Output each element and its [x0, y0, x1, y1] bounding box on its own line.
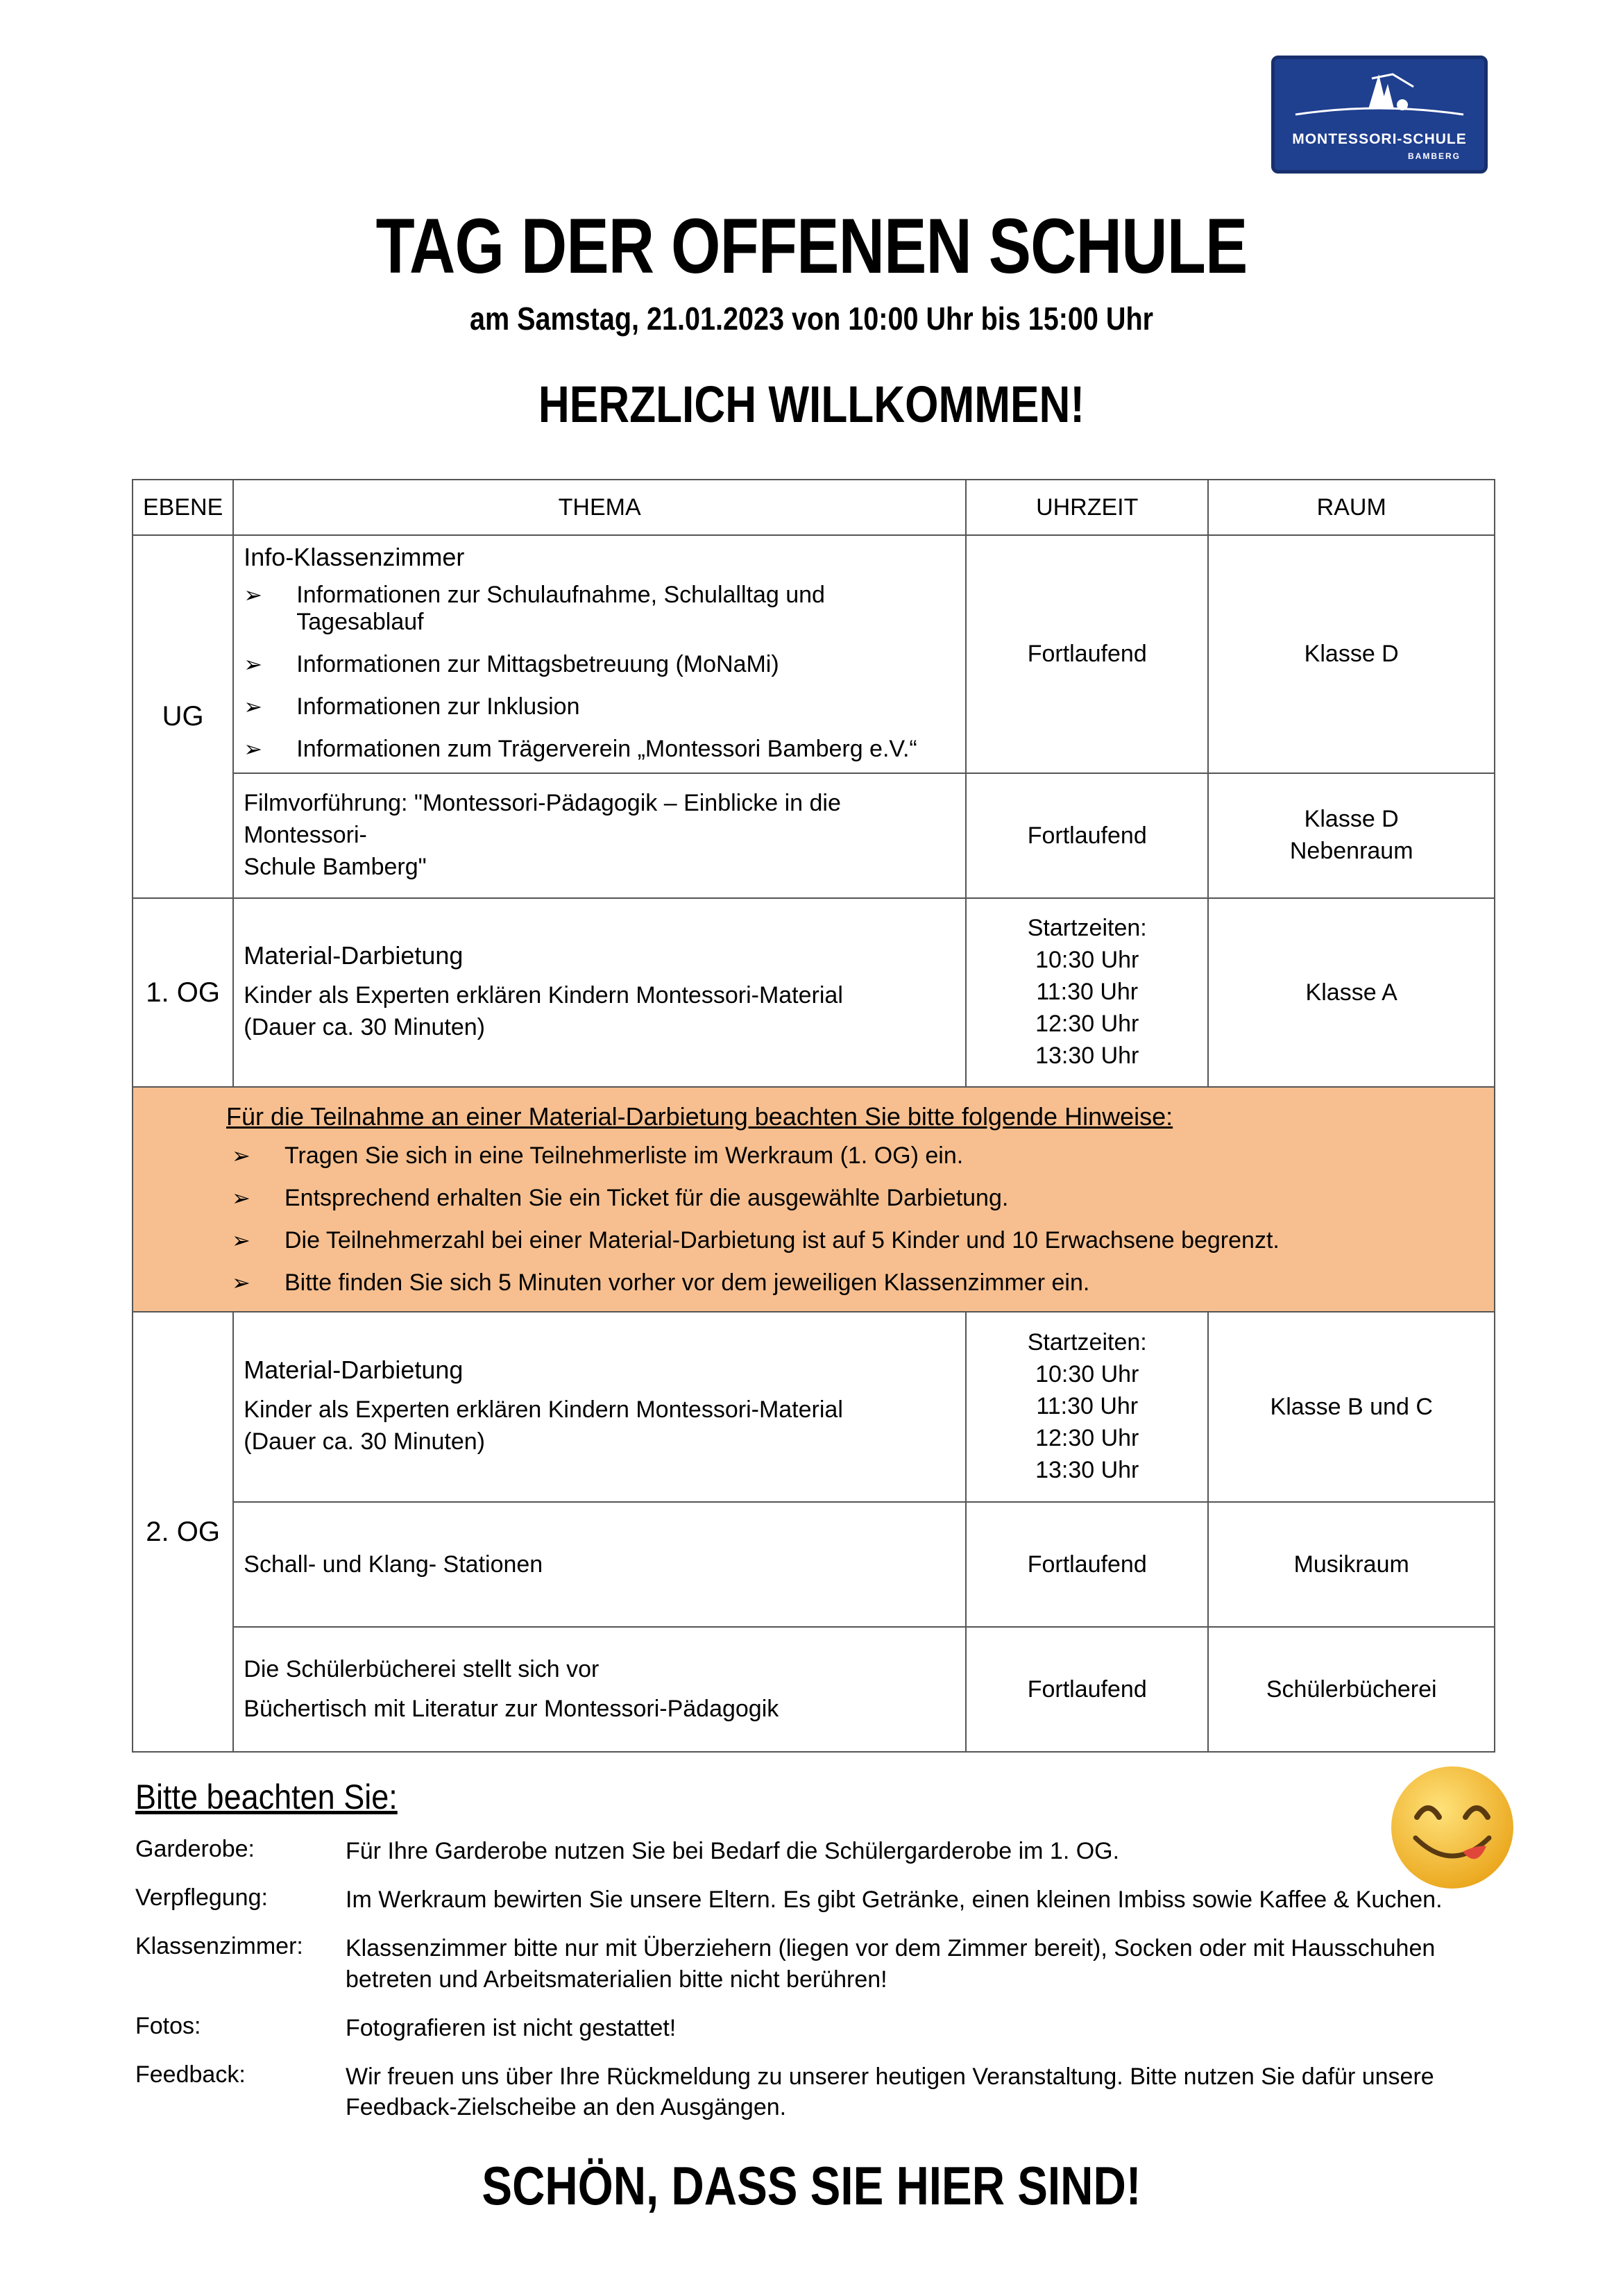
topic-line: Büchertisch mit Literatur zur Montessori-Pädagogik — [244, 1696, 779, 1722]
topic-library — [233, 1627, 966, 1752]
topic-line: Filmvorführung: "Montessori-Pädagogik – Einblicke in die Montessori- — [244, 790, 841, 849]
program-table — [132, 479, 1495, 1753]
start-times-label: Startzeiten: — [1027, 915, 1147, 942]
list-item-text: Informationen zum Trägerverein „Montessori Bamberg e.V.“ — [296, 736, 917, 762]
topic-title: Material-Darbietung — [244, 1356, 464, 1385]
list-item-text: Informationen zur Mittagsbetreuung (MoNaMi) — [296, 651, 779, 677]
note-text: Für Ihre Garderobe nutzen Sie bei Bedarf die Schülergarderobe im 1. OG. — [346, 1838, 1120, 1864]
start-time: 10:30 Uhr — [1035, 1361, 1139, 1388]
room-cell: Klasse D — [1208, 535, 1495, 773]
note-row — [135, 2061, 1488, 2122]
room-cell: Klasse B und C — [1208, 1312, 1495, 1502]
topic-material-1og — [233, 898, 966, 1087]
list-item — [244, 582, 955, 636]
start-time: 11:30 Uhr — [1036, 979, 1139, 1006]
time-cell: Fortlaufend — [966, 535, 1208, 773]
arrow-bullet-icon: ➢ — [232, 1185, 250, 1210]
note-row — [135, 1884, 1488, 1915]
list-item-text: Tragen Sie sich in eine Teilnehmerliste im Werkraum (1. OG) ein. — [284, 1142, 964, 1169]
topic-material-2og — [233, 1312, 966, 1502]
room-cell: Klasse A — [1208, 898, 1495, 1087]
start-time: 11:30 Uhr — [1036, 1393, 1139, 1420]
topic-title: Info-Klassenzimmer — [244, 543, 465, 571]
start-times-label: Startzeiten: — [1027, 1329, 1147, 1356]
list-item — [232, 1227, 1484, 1254]
arrow-bullet-icon: ➢ — [244, 694, 263, 719]
list-item — [244, 736, 955, 763]
arrow-bullet-icon: ➢ — [232, 1270, 250, 1295]
start-times — [966, 898, 1208, 1087]
logo-city: BAMBERG — [1408, 151, 1461, 161]
level-ug: UG — [133, 535, 233, 898]
topic-sound: Schall- und Klang- Stationen — [233, 1502, 966, 1627]
note-label: Klassenzimmer: — [135, 1933, 303, 1960]
table-row — [133, 1502, 1495, 1627]
room-line: Nebenraum — [1289, 838, 1413, 864]
arrow-bullet-icon: ➢ — [244, 652, 263, 677]
list-item-text: Entsprechend erhalten Sie ein Ticket für die ausgewählte Darbietung. — [284, 1185, 1009, 1211]
topic-title: Material-Darbietung — [244, 941, 464, 970]
list-item — [232, 1185, 1484, 1212]
start-times — [966, 1312, 1208, 1502]
note-text: Im Werkraum bewirten Sie unsere Eltern. Es gibt Getränke, einen kleinen Imbiss sowie Kaffee & Kuchen. — [346, 1886, 1443, 1914]
arrow-bullet-icon: ➢ — [232, 1143, 250, 1168]
school-logo — [1271, 56, 1488, 174]
list-item — [244, 693, 955, 720]
list-item-text: Bitte finden Sie sich 5 Minuten vorher vor dem jeweiligen Klassenzimmer ein. — [284, 1269, 1090, 1296]
note-row — [135, 1836, 1488, 1866]
time-cell: Fortlaufend — [966, 1627, 1208, 1752]
list-item — [232, 1269, 1484, 1297]
table-row — [133, 1312, 1495, 1502]
note-label: Garderobe: — [135, 1836, 255, 1862]
notice-row — [133, 1087, 1495, 1312]
level-2og: 2. OG — [133, 1312, 233, 1752]
list-item — [232, 1142, 1484, 1170]
col-header-level: EBENE — [133, 480, 233, 535]
start-time: 13:30 Uhr — [1035, 1042, 1139, 1069]
room-cell — [1208, 773, 1495, 898]
info-list — [244, 582, 955, 763]
arrow-bullet-icon: ➢ — [244, 582, 263, 607]
note-row — [135, 1933, 1488, 1994]
arrow-bullet-icon: ➢ — [232, 1228, 250, 1253]
event-date: am Samstag, 21.01.2023 von 10:00 Uhr bis 15:00 Uhr — [469, 301, 1154, 337]
topic-line: (Dauer ca. 30 Minuten) — [244, 1428, 485, 1455]
logo-name: MONTESSORI-SCHULE — [1292, 131, 1467, 147]
notice-list — [232, 1142, 1484, 1297]
time-cell: Fortlaufend — [966, 1502, 1208, 1627]
notice-title: Für die Teilnahme an einer Material-Darbietung beachten Sie bitte folgende Hinweise: — [226, 1102, 1173, 1131]
col-header-time: UHRZEIT — [966, 480, 1208, 535]
room-line: Klasse D — [1304, 806, 1399, 833]
table-row — [133, 535, 1495, 773]
list-item-text: Informationen zur Inklusion — [296, 693, 580, 720]
level-1og: 1. OG — [133, 898, 233, 1087]
topic-line: Kinder als Experten erklären Kindern Montessori-Material — [244, 1396, 843, 1424]
note-text: Fotografieren ist nicht gestattet! — [346, 2014, 677, 2041]
topic-line: (Dauer ca. 30 Minuten) — [244, 1014, 485, 1040]
closing-message: SCHÖN, DASS SIE HIER SIND! — [482, 2155, 1141, 2216]
note-label: Fotos: — [135, 2012, 201, 2039]
note-label: Verpflegung: — [135, 1884, 268, 1911]
page-title: TAG DER OFFENEN SCHULE — [375, 203, 1248, 289]
note-row — [135, 2013, 1488, 2043]
col-header-topic: THEMA — [233, 480, 966, 535]
table-header-row — [133, 480, 1495, 535]
table-row — [133, 773, 1495, 898]
topic-film — [233, 773, 966, 898]
room-cell: Musikraum — [1208, 1502, 1495, 1627]
col-header-room: RAUM — [1208, 480, 1495, 535]
arrow-bullet-icon: ➢ — [244, 736, 263, 761]
notice-box — [133, 1087, 1495, 1312]
list-item-text: Die Teilnehmerzahl bei einer Material-Darbietung ist auf 5 Kinder und 10 Erwachsene begrenzt. — [284, 1227, 1280, 1253]
list-item — [244, 651, 955, 678]
note-text: Klassenzimmer bitte nur mit Überziehern (liegen vor dem Zimmer bereit), Socken oder mit Hausschuhen betreten und Arbeitsmaterialien bitte nicht berühren! — [346, 1935, 1436, 1993]
notes-heading: Bitte beachten Sie: — [135, 1778, 398, 1816]
topic-line: Kinder als Experten erklären Kindern Montessori-Material — [244, 982, 843, 1009]
start-time: 12:30 Uhr — [1035, 1424, 1139, 1451]
time-cell: Fortlaufend — [966, 773, 1208, 898]
start-time: 12:30 Uhr — [1035, 1010, 1139, 1037]
topic-line: Schule Bamberg" — [244, 853, 427, 880]
start-time: 13:30 Uhr — [1035, 1456, 1139, 1483]
start-time: 10:30 Uhr — [1035, 947, 1139, 974]
list-item-text: Informationen zur Schulaufnahme, Schulalltag und Tagesablauf — [296, 582, 825, 635]
table-row — [133, 898, 1495, 1087]
note-text: Wir freuen uns über Ihre Rückmeldung zu unserer heutigen Veranstaltung. Bitte nutzen Sie dafür unsere Feedback-Zielscheibe an den Ausgängen. — [346, 2063, 1434, 2121]
room-cell: Schülerbücherei — [1208, 1627, 1495, 1752]
topic-info-classroom — [233, 535, 966, 773]
note-label: Feedback: — [135, 2061, 246, 2088]
topic-line: Die Schülerbücherei stellt sich vor — [244, 1656, 600, 1682]
notes-list — [135, 1836, 1488, 2141]
table-row — [133, 1627, 1495, 1752]
welcome-heading: HERZLICH WILLKOMMEN! — [538, 375, 1085, 433]
